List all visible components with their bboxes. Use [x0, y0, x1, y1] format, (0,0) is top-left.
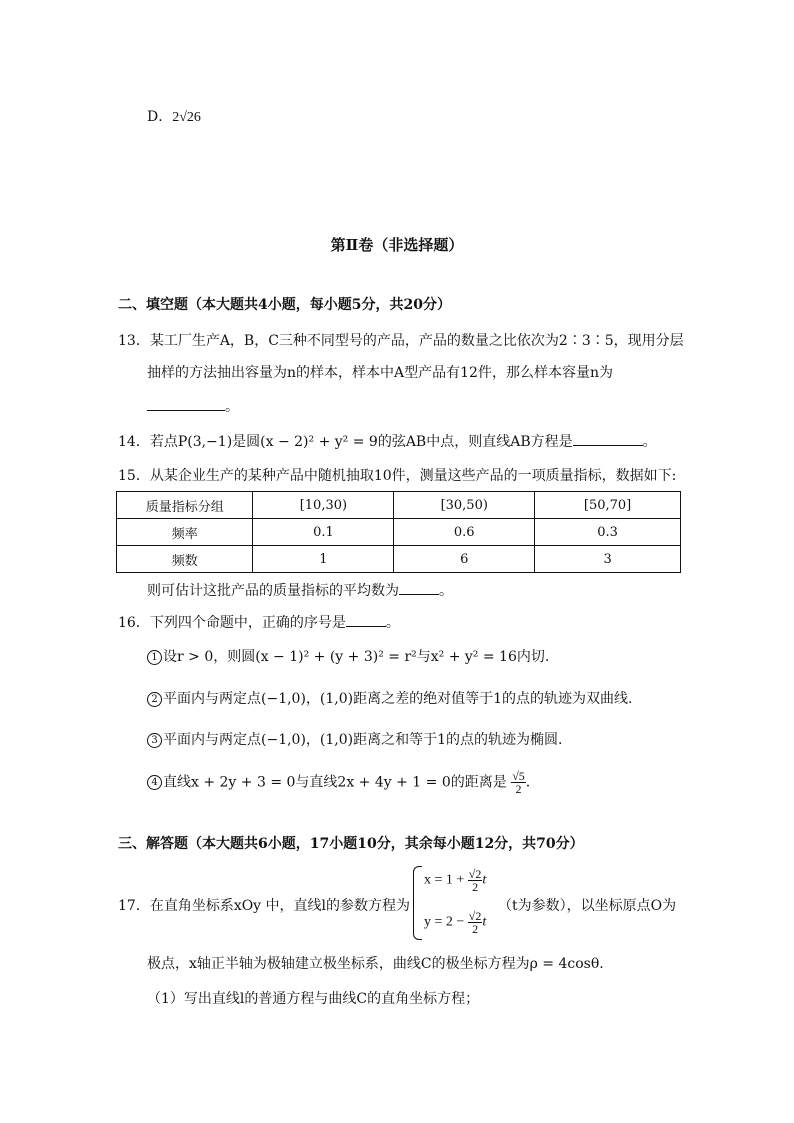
- circled-number: 4: [147, 775, 162, 790]
- table-cell: 频数: [117, 546, 253, 573]
- option-d-label: D．: [147, 109, 173, 125]
- fraction: $\frac{√5}{2}$: [512, 769, 525, 796]
- table-cell: [30,50): [394, 492, 535, 519]
- fraction: $\frac{√2}{2}$: [468, 909, 482, 936]
- q17-eq2: y = 2 − $\frac{√2}{2}$ t: [424, 909, 487, 936]
- part2-heading: 二、填空题（本大题共4小题，每小题5分，共20分）: [118, 297, 451, 313]
- table-cell: 0.3: [535, 519, 681, 546]
- answer-blank: [573, 431, 643, 446]
- part3-heading: 三、解答题（本大题共6小题，17小题10分，其余每小题12分，共70分）: [118, 836, 584, 852]
- q15-intro: 15．从某企业生产的某种产品中随机抽取10件，测量这些产品的一项质量指标，数据如下:: [118, 468, 677, 484]
- q17-tail: （t为参数），以坐标原点O为: [498, 898, 677, 914]
- q14-text: 14．若点P(3,−1)是圆(x − 2)² + y² = 9的弦AB中点，则直线AB方程是: [118, 434, 573, 450]
- q16-intro-text: 16．下列四个命题中，正确的序号是: [118, 615, 346, 631]
- answer-blank: [346, 612, 386, 627]
- answer-blank: [399, 580, 439, 595]
- q13-end: 。: [225, 399, 239, 415]
- fraction: $\frac{√2}{2}$: [468, 867, 482, 894]
- table-cell: 质量指标分组: [117, 492, 253, 519]
- table-cell: 3: [535, 546, 681, 573]
- q16-item-4: 4 直线x + 2y + 3 = 0与直线2x + 4y + 1 = 0的距离是 $\frac{√5}{2}$ .: [147, 770, 530, 795]
- section-title: 第Ⅱ卷（非选择题）: [330, 236, 464, 254]
- q13-answer-line: [147, 396, 239, 416]
- q17-lead: 17．在直角坐标系xOy 中，直线l的参数方程为: [118, 898, 411, 914]
- q16-item-text: 平面内与两定点(−1,0)，(1,0)距离之差的绝对值等于1的点的轨迹为双曲线.: [163, 691, 633, 707]
- table-row: [117, 519, 681, 546]
- option-d: [147, 108, 201, 127]
- q14-end: 。: [642, 434, 657, 450]
- q14-line: [118, 431, 657, 451]
- table-cell: [10,30): [253, 492, 394, 519]
- q16-intro: [118, 612, 400, 632]
- table-row: [117, 546, 681, 573]
- q17-eq1: x = 1 + $\frac{√2}{2}$ t: [424, 867, 487, 894]
- table-row: [117, 492, 681, 519]
- table-cell: 频率: [117, 519, 253, 546]
- system-brace: [413, 866, 422, 940]
- q15-after: [147, 580, 453, 600]
- circled-number: 3: [147, 733, 162, 748]
- circled-number: 2: [147, 692, 162, 707]
- q13-line1: 13．某工厂生产A，B，C三种不同型号的产品，产品的数量之比依次为2∶3∶5，现用分层: [118, 333, 684, 349]
- table-cell: 0.6: [394, 519, 535, 546]
- q16-item-1: [147, 648, 549, 666]
- q16-item-3: [147, 731, 562, 749]
- q16-item-text: 直线x + 2y + 3 = 0与直线2x + 4y + 1 = 0的距离是: [163, 774, 507, 791]
- q16-item-text: 平面内与两定点(−1,0)，(1,0)距离之和等于1的点的轨迹为椭圆.: [163, 732, 563, 748]
- q16-item-2: [147, 690, 632, 708]
- q15-after-text: 则可估计这批产品的质量指标的平均数为: [147, 583, 399, 599]
- q17-sub1: （1）写出直线l的普通方程与曲线C的直角坐标方程；: [147, 991, 480, 1007]
- circled-number: 1: [147, 650, 162, 665]
- q15-end: 。: [439, 583, 453, 599]
- q13-line2: 抽样的方法抽出容量为n的样本，样本中A型产品有12件，那么样本容量n为: [147, 365, 613, 381]
- q16-intro-end: 。: [385, 615, 400, 631]
- quality-table: [116, 491, 681, 573]
- q17-line2: 极点，x轴正半轴为极轴建立极坐标系，曲线C的极坐标方程为ρ = 4cosθ.: [147, 956, 604, 972]
- q16-item-text: 设r > 0，则圆(x − 1)² + (y + 3)² = r²与x² + y² = 16内切.: [163, 649, 550, 665]
- table-cell: 1: [253, 546, 394, 573]
- table-cell: [50,70]: [535, 492, 681, 519]
- table-cell: 6: [394, 546, 535, 573]
- answer-blank: [147, 396, 225, 411]
- table-cell: 0.1: [253, 519, 394, 546]
- option-d-expr: 2√26: [172, 110, 201, 125]
